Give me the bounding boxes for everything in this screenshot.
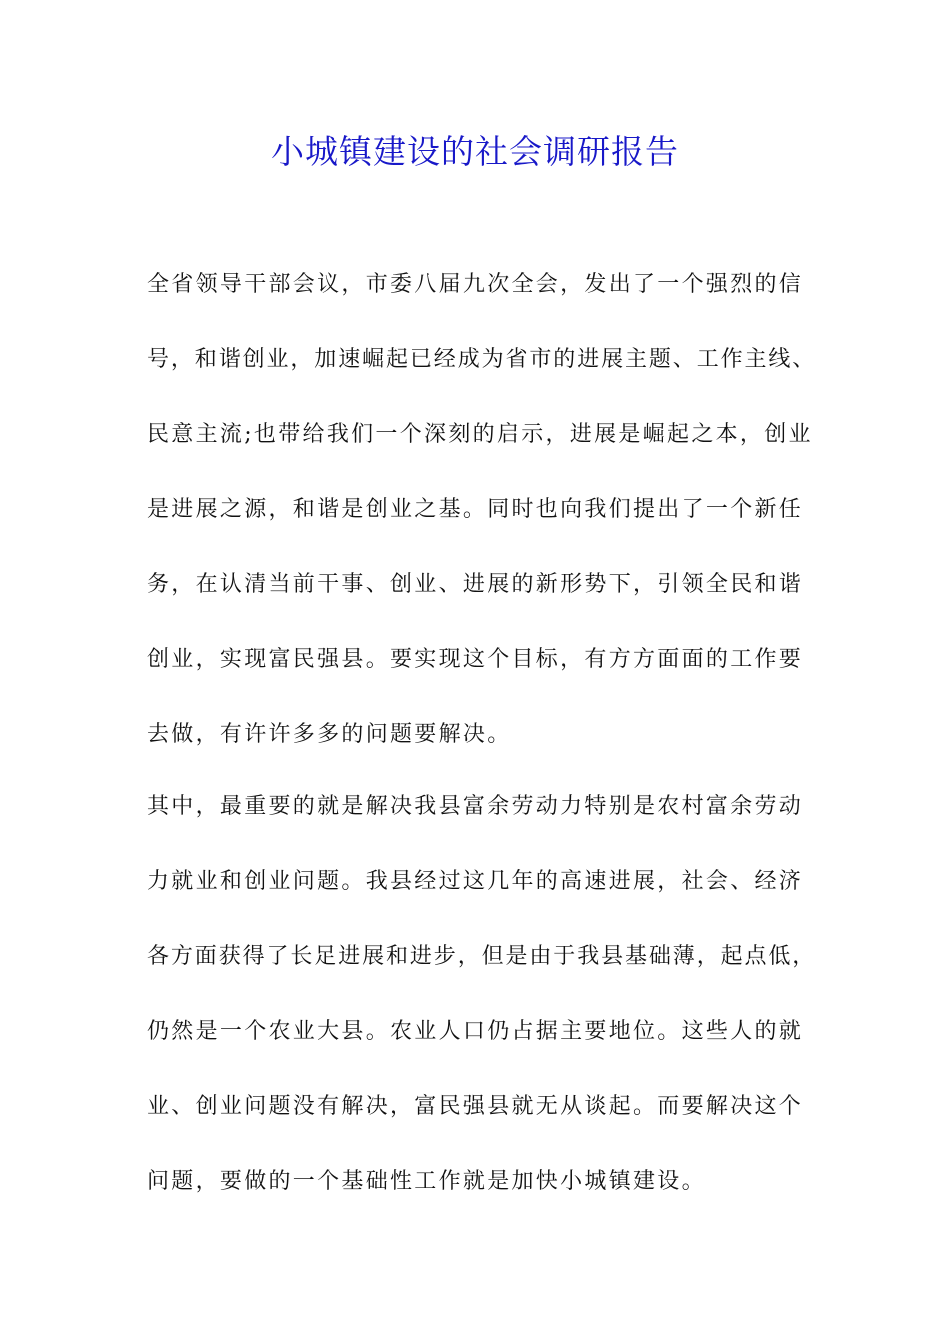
paragraph-line: 号，和谐创业，加速崛起已经成为省市的进展主题、工作主线、 <box>147 347 817 372</box>
paragraph-line: 创业，实现富民强县。要实现这个目标，有方方面面的工作要 <box>147 647 804 672</box>
paragraph-line: 各方面获得了长足进展和进步，但是由于我县基础薄，起点低， <box>147 944 817 969</box>
paragraph-line: 仍然是一个农业大县。农业人口仍占据主要地位。这些人的就 <box>147 1019 804 1044</box>
paragraph-line: 去做，有许许多多的问题要解决。 <box>147 722 512 747</box>
paragraph-line: 民意主流;也带给我们一个深刻的启示，进展是崛起之本，创业 <box>147 422 813 447</box>
document-title: 小城镇建设的社会调研报告 <box>271 132 679 171</box>
paragraph-line: 务，在认清当前干事、创业、进展的新形势下，引领全民和谐 <box>147 572 804 597</box>
paragraph-line: 是进展之源，和谐是创业之基。同时也向我们提出了一个新任 <box>147 497 804 522</box>
paragraph-line: 问题，要做的一个基础性工作就是加快小城镇建设。 <box>147 1169 706 1194</box>
paragraph-line: 力就业和创业问题。我县经过这几年的高速进展，社会、经济 <box>147 869 804 894</box>
paragraph-line: 其中，最重要的就是解决我县富余劳动力特别是农村富余劳动 <box>147 794 804 819</box>
paragraph-line: 全省领导干部会议，市委八届九次全会，发出了一个强烈的信 <box>147 272 804 297</box>
paragraph-line: 业、创业问题没有解决，富民强县就无从谈起。而要解决这个 <box>147 1094 804 1119</box>
